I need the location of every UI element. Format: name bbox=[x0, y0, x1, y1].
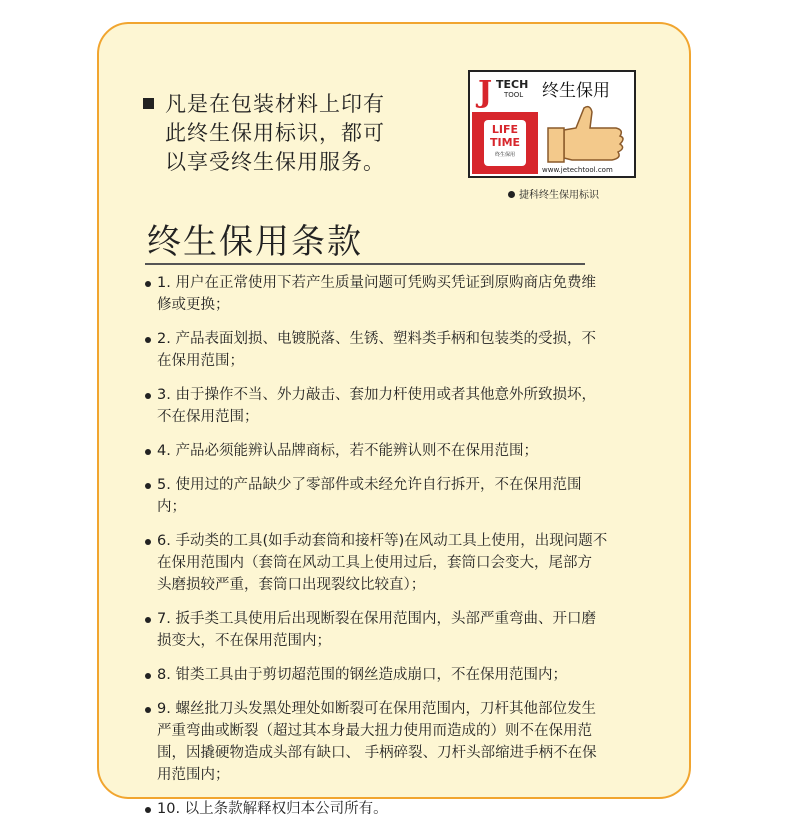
clause-line: 3. 由于操作不当、外力敲击、套加力杆使用或者其他意外所致损坏， bbox=[157, 387, 596, 403]
thumbs-up-icon bbox=[542, 102, 634, 166]
clause-line: 1. 用户在正常使用下若产生质量问题可凭购买凭证到原购商店免费维 bbox=[157, 275, 596, 291]
clause-item bbox=[145, 384, 665, 428]
clause-bullet bbox=[145, 617, 151, 623]
clause-line: 5. 使用过的产品缺少了零部件或未经允许自行拆开，不在保用范围 bbox=[157, 477, 582, 493]
clause-line: 2. 产品表面划损、电镀脱落、生锈、塑料类手柄和包装类的受损，不 bbox=[157, 331, 596, 347]
clause-bullet bbox=[145, 337, 151, 343]
intro-line: 凡是在包装材料上印有 bbox=[165, 92, 385, 116]
lifetime-warranty-logo bbox=[468, 70, 636, 178]
intro-bullet bbox=[143, 98, 154, 109]
clause-line: 6. 手动类的工具(如手动套筒和接杆等)在风动工具上使用，出现问题不 bbox=[157, 533, 608, 549]
clause-line: 10. 以上条款解释权归本公司所有。 bbox=[157, 801, 388, 817]
clause-line: 围，因撬硬物造成头部有缺口、 手柄碎裂、刀杆头部缩进手柄不在保 bbox=[157, 745, 597, 761]
life-text: LIFE bbox=[491, 123, 519, 136]
clause-item bbox=[145, 440, 665, 462]
clause-bullet bbox=[145, 807, 151, 813]
clause-item bbox=[145, 798, 665, 820]
clause-line: 在保用范围； bbox=[157, 353, 244, 369]
clause-line: 不在保用范围； bbox=[157, 409, 259, 425]
life-time-seal bbox=[484, 120, 526, 166]
clause-line: 损变大，不在保用范围内； bbox=[157, 633, 331, 649]
clause-item bbox=[145, 608, 665, 652]
j-logo-icon: J bbox=[478, 75, 493, 110]
caption-bullet bbox=[508, 191, 515, 198]
intro-line: 此终生保用标识，都可 bbox=[165, 121, 385, 145]
intro-line: 以享受终生保用服务。 bbox=[165, 150, 385, 174]
website-url: www.jetechtool.com bbox=[542, 166, 613, 174]
caption-text: 捷科终生保用标识 bbox=[519, 190, 599, 201]
clause-line: 头磨损较严重，套筒口出现裂纹比较直）； bbox=[157, 577, 426, 593]
logo-caption bbox=[508, 186, 599, 201]
clause-bullet bbox=[145, 483, 151, 489]
brand-sub: TOOL bbox=[504, 91, 524, 99]
logo-title: 终生保用 bbox=[542, 81, 610, 101]
clause-line: 用范围内； bbox=[157, 767, 230, 783]
clause-item bbox=[145, 474, 665, 518]
clause-bullet bbox=[145, 673, 151, 679]
clause-bullet bbox=[145, 281, 151, 287]
brand-mark bbox=[472, 74, 538, 110]
heading-divider bbox=[145, 263, 585, 265]
life-time-badge bbox=[472, 112, 538, 174]
clause-bullet bbox=[145, 707, 151, 713]
clause-item bbox=[145, 530, 665, 596]
intro-text bbox=[165, 90, 385, 177]
clause-line: 9. 螺丝批刀头发黑处理处如断裂可在保用范围内，刀杆其他部位发生 bbox=[157, 701, 596, 717]
clause-bullet bbox=[145, 539, 151, 545]
clause-item bbox=[145, 664, 665, 686]
clause-line: 4. 产品必须能辨认品牌商标，若不能辨认则不在保用范围； bbox=[157, 443, 538, 459]
brand-name: TECH bbox=[496, 78, 529, 91]
clause-line: 修或更换； bbox=[157, 297, 230, 313]
clause-bullet bbox=[145, 393, 151, 399]
clause-line: 8. 钳类工具由于剪切超范围的钢丝造成崩口，不在保用范围内； bbox=[157, 667, 567, 683]
clause-bullet bbox=[145, 449, 151, 455]
section-heading: 终生保用条款 bbox=[147, 222, 363, 262]
clause-item bbox=[145, 328, 665, 372]
time-text: TIME bbox=[489, 136, 521, 149]
clause-line: 在保用范围内（套筒在风动工具上使用过后，套筒口会变大，尾部方 bbox=[157, 555, 592, 571]
seal-text: 终生保用 bbox=[494, 152, 515, 158]
clause-line: 内； bbox=[157, 499, 186, 515]
clause-item bbox=[145, 272, 665, 316]
clause-line: 7. 扳手类工具使用后出现断裂在保用范围内，头部严重弯曲、开口磨 bbox=[157, 611, 596, 627]
clause-list bbox=[145, 272, 665, 832]
clause-line: 严重弯曲或断裂（超过其本身最大扭力使用而造成的）则不在保用范 bbox=[157, 723, 592, 739]
clause-item bbox=[145, 698, 665, 786]
